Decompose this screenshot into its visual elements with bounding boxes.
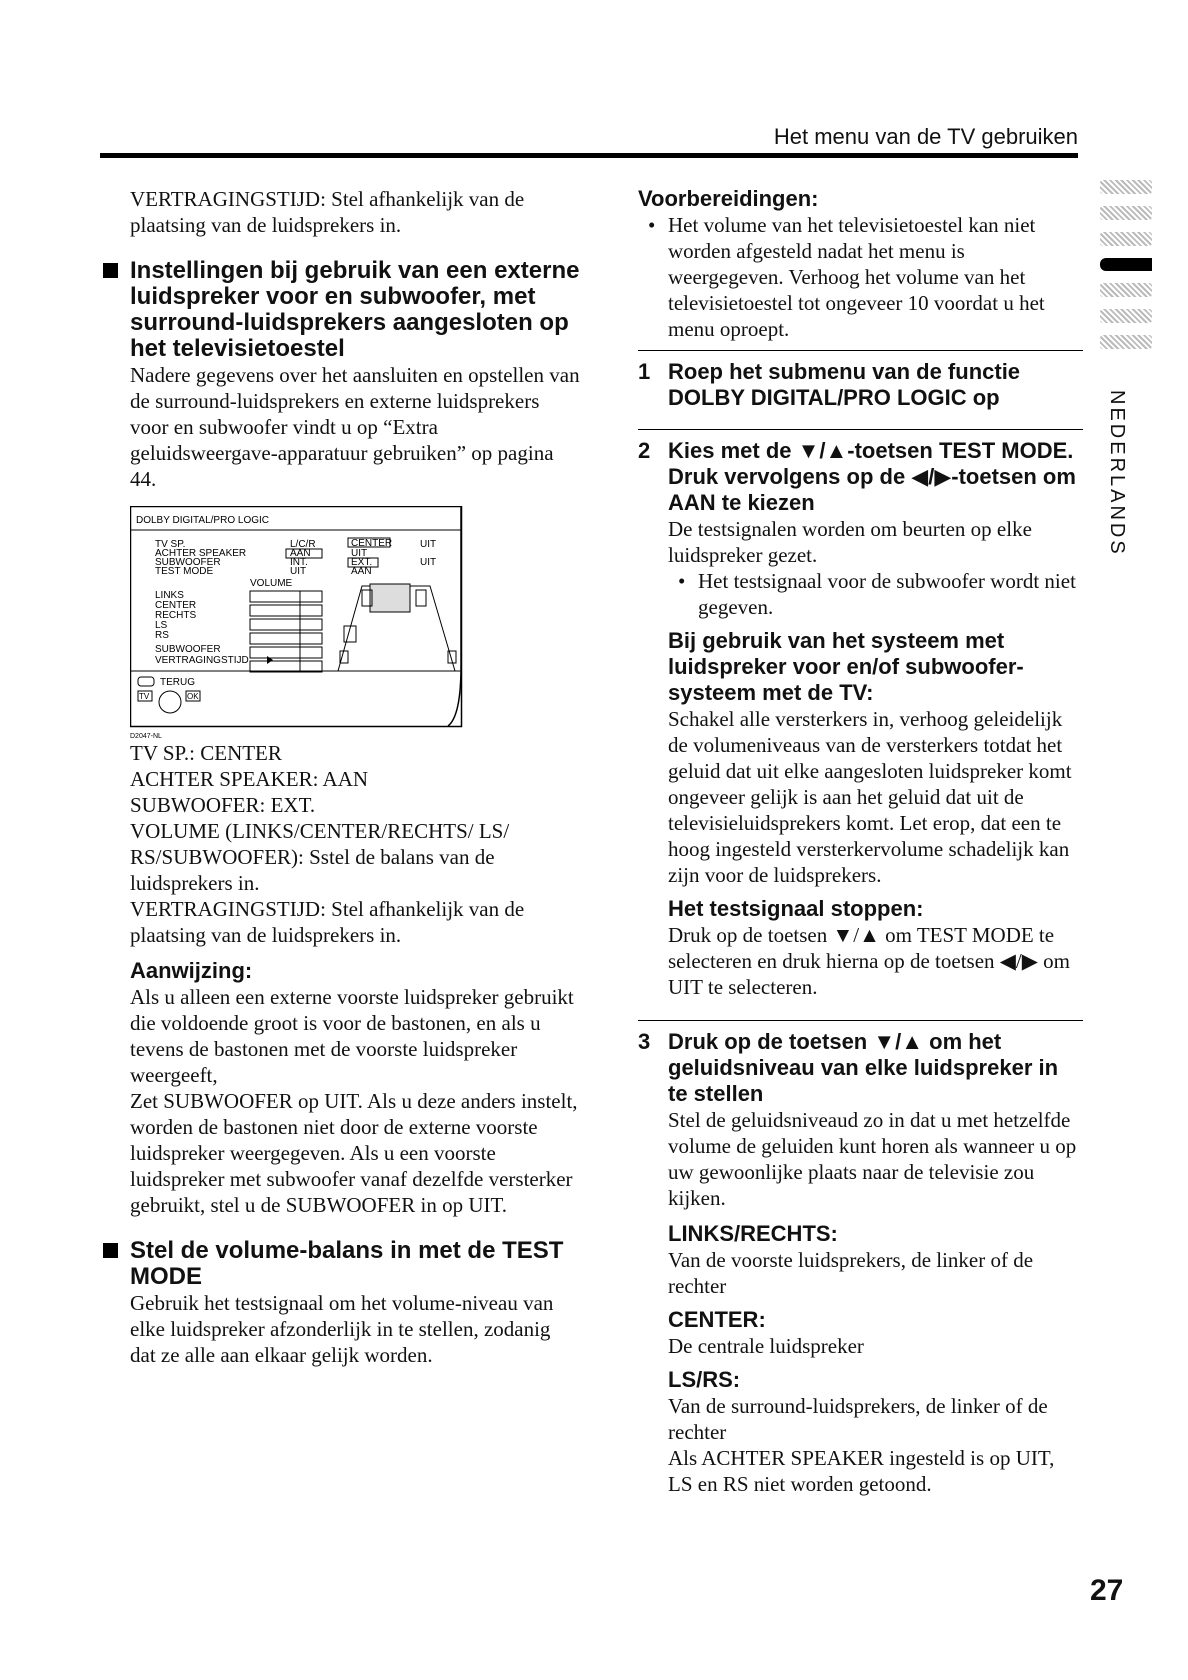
menu-vol-rs: RS [155, 630, 169, 641]
menu-val-aan2: AAN [351, 566, 372, 577]
language-tab [1100, 232, 1152, 246]
language-tab [1100, 335, 1152, 349]
step3-body: Stel de geluidsniveaud zo in dat u met hetzelfde volume de geluiden kunt horen als wanneer u op uw gewoonlijke plaats naar de televisie zou kijken. [668, 1108, 1077, 1210]
side-language-tabs [1100, 180, 1160, 361]
menu-ok-label: OK [187, 692, 199, 701]
step2-bullet: • Het testsignaal voor de subwoofer wordt niet gegeven. [678, 569, 1076, 619]
step2-number: 2 [638, 438, 651, 463]
step2-body: De testsignalen worden om beurten op elke luidspreker gezet. [668, 517, 1032, 567]
item-label-ls-rs: LS/RS: [668, 1367, 741, 1392]
setting-delay: VERTRAGINGSTIJD: Stel afhankelijk van de plaatsing van de luidsprekers in. [130, 897, 525, 947]
menu-val-aan: AAN [290, 548, 311, 559]
right-column [638, 186, 1083, 1497]
step1-text: Roep het submenu van de functie DOLBY DIGITAL/PRO LOGIC op [668, 359, 1021, 410]
prep-heading: Voorbereidingen: [638, 186, 819, 211]
left-column [100, 186, 580, 1368]
menu-row-achter: ACHTER SPEAKER [155, 548, 247, 559]
menu-delay-label: VERTRAGINGSTIJD [155, 655, 249, 666]
menu-vol-links: LINKS [155, 590, 184, 601]
header-rule [100, 153, 1078, 158]
note-body: Als u alleen een externe voorste luidspreker gebruikt die voldoende groot is voor de bastonen, en als u tevens de bastonen met de voorste luidspreker weergeeft, [130, 985, 574, 1087]
prep-bullet: • Het volume van het televisietoestel kan niet worden afgesteld nadat het menu is weergegeven. Verhoog het volume van het televisietoestel tot ongeveer 10 voordat u het menu oproept. [648, 213, 1045, 341]
section2-body: Gebruik het testsignaal om het volume-niveau van elke luidspreker afzonderlijk in te stellen, zodanig dat ze alle aan elkaar gelijk worden. [130, 1291, 554, 1367]
setting-achter: ACHTER SPEAKER: AAN [130, 767, 369, 791]
menu-row-testmode: TEST MODE [155, 566, 214, 577]
item-label-links-rechts: LINKS/RECHTS: [668, 1221, 838, 1246]
step3 [638, 1029, 1083, 1107]
menu-vol-rechts: RECHTS [155, 610, 197, 621]
side-language-label: NEDERLANDS [1106, 390, 1128, 557]
language-tab [1100, 206, 1152, 220]
item-text-center: De centrale luidspreker [668, 1334, 864, 1358]
menu-title: DOLBY DIGITAL/PRO LOGIC [136, 515, 269, 526]
menu-val-uit4: UIT [420, 557, 437, 568]
menu-val-ext: EXT. [351, 557, 373, 568]
page-header-title: Het menu van de TV gebruiken [773, 124, 1078, 149]
menu-row-tvsp: TV SP. [155, 539, 186, 550]
item-label-center: CENTER: [668, 1307, 766, 1332]
figure-code: D2047-NL [130, 733, 162, 740]
system-body: Schakel alle versterkers in, verhoog geleidelijk de volumeniveaus van de versterkers totdat het geluid dat uit elke aangesloten luidspreker komt ongeveer gelijk is aan het geluid dat uit de televisieluidsprekers komt. Let erop, dat een te hoog ingesteld versterkervolume schadelijk kan zijn voor de luidsprekers. [668, 707, 1072, 887]
step3-number: 3 [638, 1029, 651, 1054]
language-tab [1100, 180, 1152, 194]
item-text-ls-rs: Van de surround-luidsprekers, de linker of de rechter [668, 1394, 1048, 1444]
menu-tv-label: TV [139, 692, 150, 701]
setting-subwoofer: SUBWOOFER: EXT. [130, 793, 316, 817]
step1-number: 1 [638, 359, 651, 384]
menu-val-uit3: UIT [420, 539, 437, 550]
section2-heading [100, 1238, 580, 1290]
language-tab [1100, 309, 1152, 323]
menu-back-label: TERUG [160, 677, 195, 688]
menu-val-lcr: L/C/R [290, 539, 316, 550]
intro-text: VERTRAGINGSTIJD: Stel afhankelijk van de plaatsing van de luidsprekers in. [130, 187, 525, 237]
menu-vol-center: CENTER [155, 600, 197, 611]
step1 [638, 359, 1083, 411]
step3-final: Als ACHTER SPEAKER ingesteld is op UIT, LS en RS niet worden getoond. [668, 1446, 1055, 1496]
language-tab-active [1100, 258, 1152, 271]
note-heading: Aanwijzing: [130, 958, 253, 983]
menu-vol-subwoofer: SUBWOOFER [155, 644, 221, 655]
item-text-links-rechts: Van de voorste luidsprekers, de linker of de rechter [668, 1248, 1034, 1298]
setting-tvsp: TV SP.: CENTER [130, 741, 282, 765]
prep-bullet-text: Het volume van het televisietoestel kan niet worden afgesteld nadat het menu is weergegeven. Verhoog het volume van het televisietoestel tot ongeveer 10 voordat u het menu oproept. [668, 213, 1045, 341]
note-body-2: Zet SUBWOOFER op UIT. Als u deze anders instelt, worden de bastonen niet door de externe voorste luidspreker weergegeven. Als u een voorste luidspreker met subwoofer vanaf dezelfde versterker gebruikt, stel u de SUBWOOFER in op UIT. [130, 1089, 578, 1217]
section1-heading [100, 258, 580, 362]
step3-text: Druk op de toetsen ▼/▲ om het geluidsniveau van elke luidspreker in te stellen [668, 1029, 1059, 1106]
menu-volume-label: VOLUME [250, 578, 293, 589]
menu-val-uit: UIT [290, 566, 307, 577]
menu-vol-ls: LS [155, 620, 168, 631]
step2 [638, 438, 1083, 516]
language-tab [1100, 283, 1152, 297]
square-bullet-icon [103, 1243, 118, 1258]
step2-text: Kies met de ▼/▲-toetsen TEST MODE. Druk vervolgens op de ◀/▶-toetsen om AAN te kiezen [668, 438, 1076, 515]
section1-heading-text: Instellingen bij gebruik van een externe luidspreker voor en subwoofer, met surround-luidsprekers aangesloten op het televisietoestel [130, 257, 580, 362]
menu-val-uit2: UIT [351, 548, 368, 559]
menu-screen-illustration [130, 506, 582, 740]
menu-val-int: INT. [290, 557, 308, 568]
square-bullet-icon [103, 263, 118, 278]
section1-body: Nadere gegevens over het aansluiten en opstellen van de surround-luidsprekers en externe luidsprekers voor en subwoofer vindt u op “Extra geluidsweergave-apparatuur gebruiken” op pagina 44. [130, 363, 580, 491]
step2-bullet-text: Het testsignaal voor de subwoofer wordt niet gegeven. [698, 569, 1076, 619]
system-heading: Bij gebruik van het systeem met luidspreker voor en/of subwoofer-systeem met de TV: [668, 628, 1024, 705]
page-number: 27 [1090, 1574, 1124, 1607]
menu-row-subwoofer: SUBWOOFER [155, 557, 221, 568]
menu-figure [130, 506, 582, 740]
stop-heading: Het testsignaal stoppen: [668, 896, 924, 921]
stop-body: Druk op de toetsen ▼/▲ om TEST MODE te selecteren en druk hierna op de toetsen ◀/▶ om UIT te selecteren. [668, 923, 1070, 999]
section2-heading-text: Stel de volume-balans in met de TEST MODE [130, 1237, 564, 1290]
setting-volume: VOLUME (LINKS/CENTER/RECHTS/ LS/ RS/SUBWOOFER): Sstel de balans van de luidsprekers in. [130, 819, 510, 895]
menu-val-center: CENTER [351, 538, 393, 549]
